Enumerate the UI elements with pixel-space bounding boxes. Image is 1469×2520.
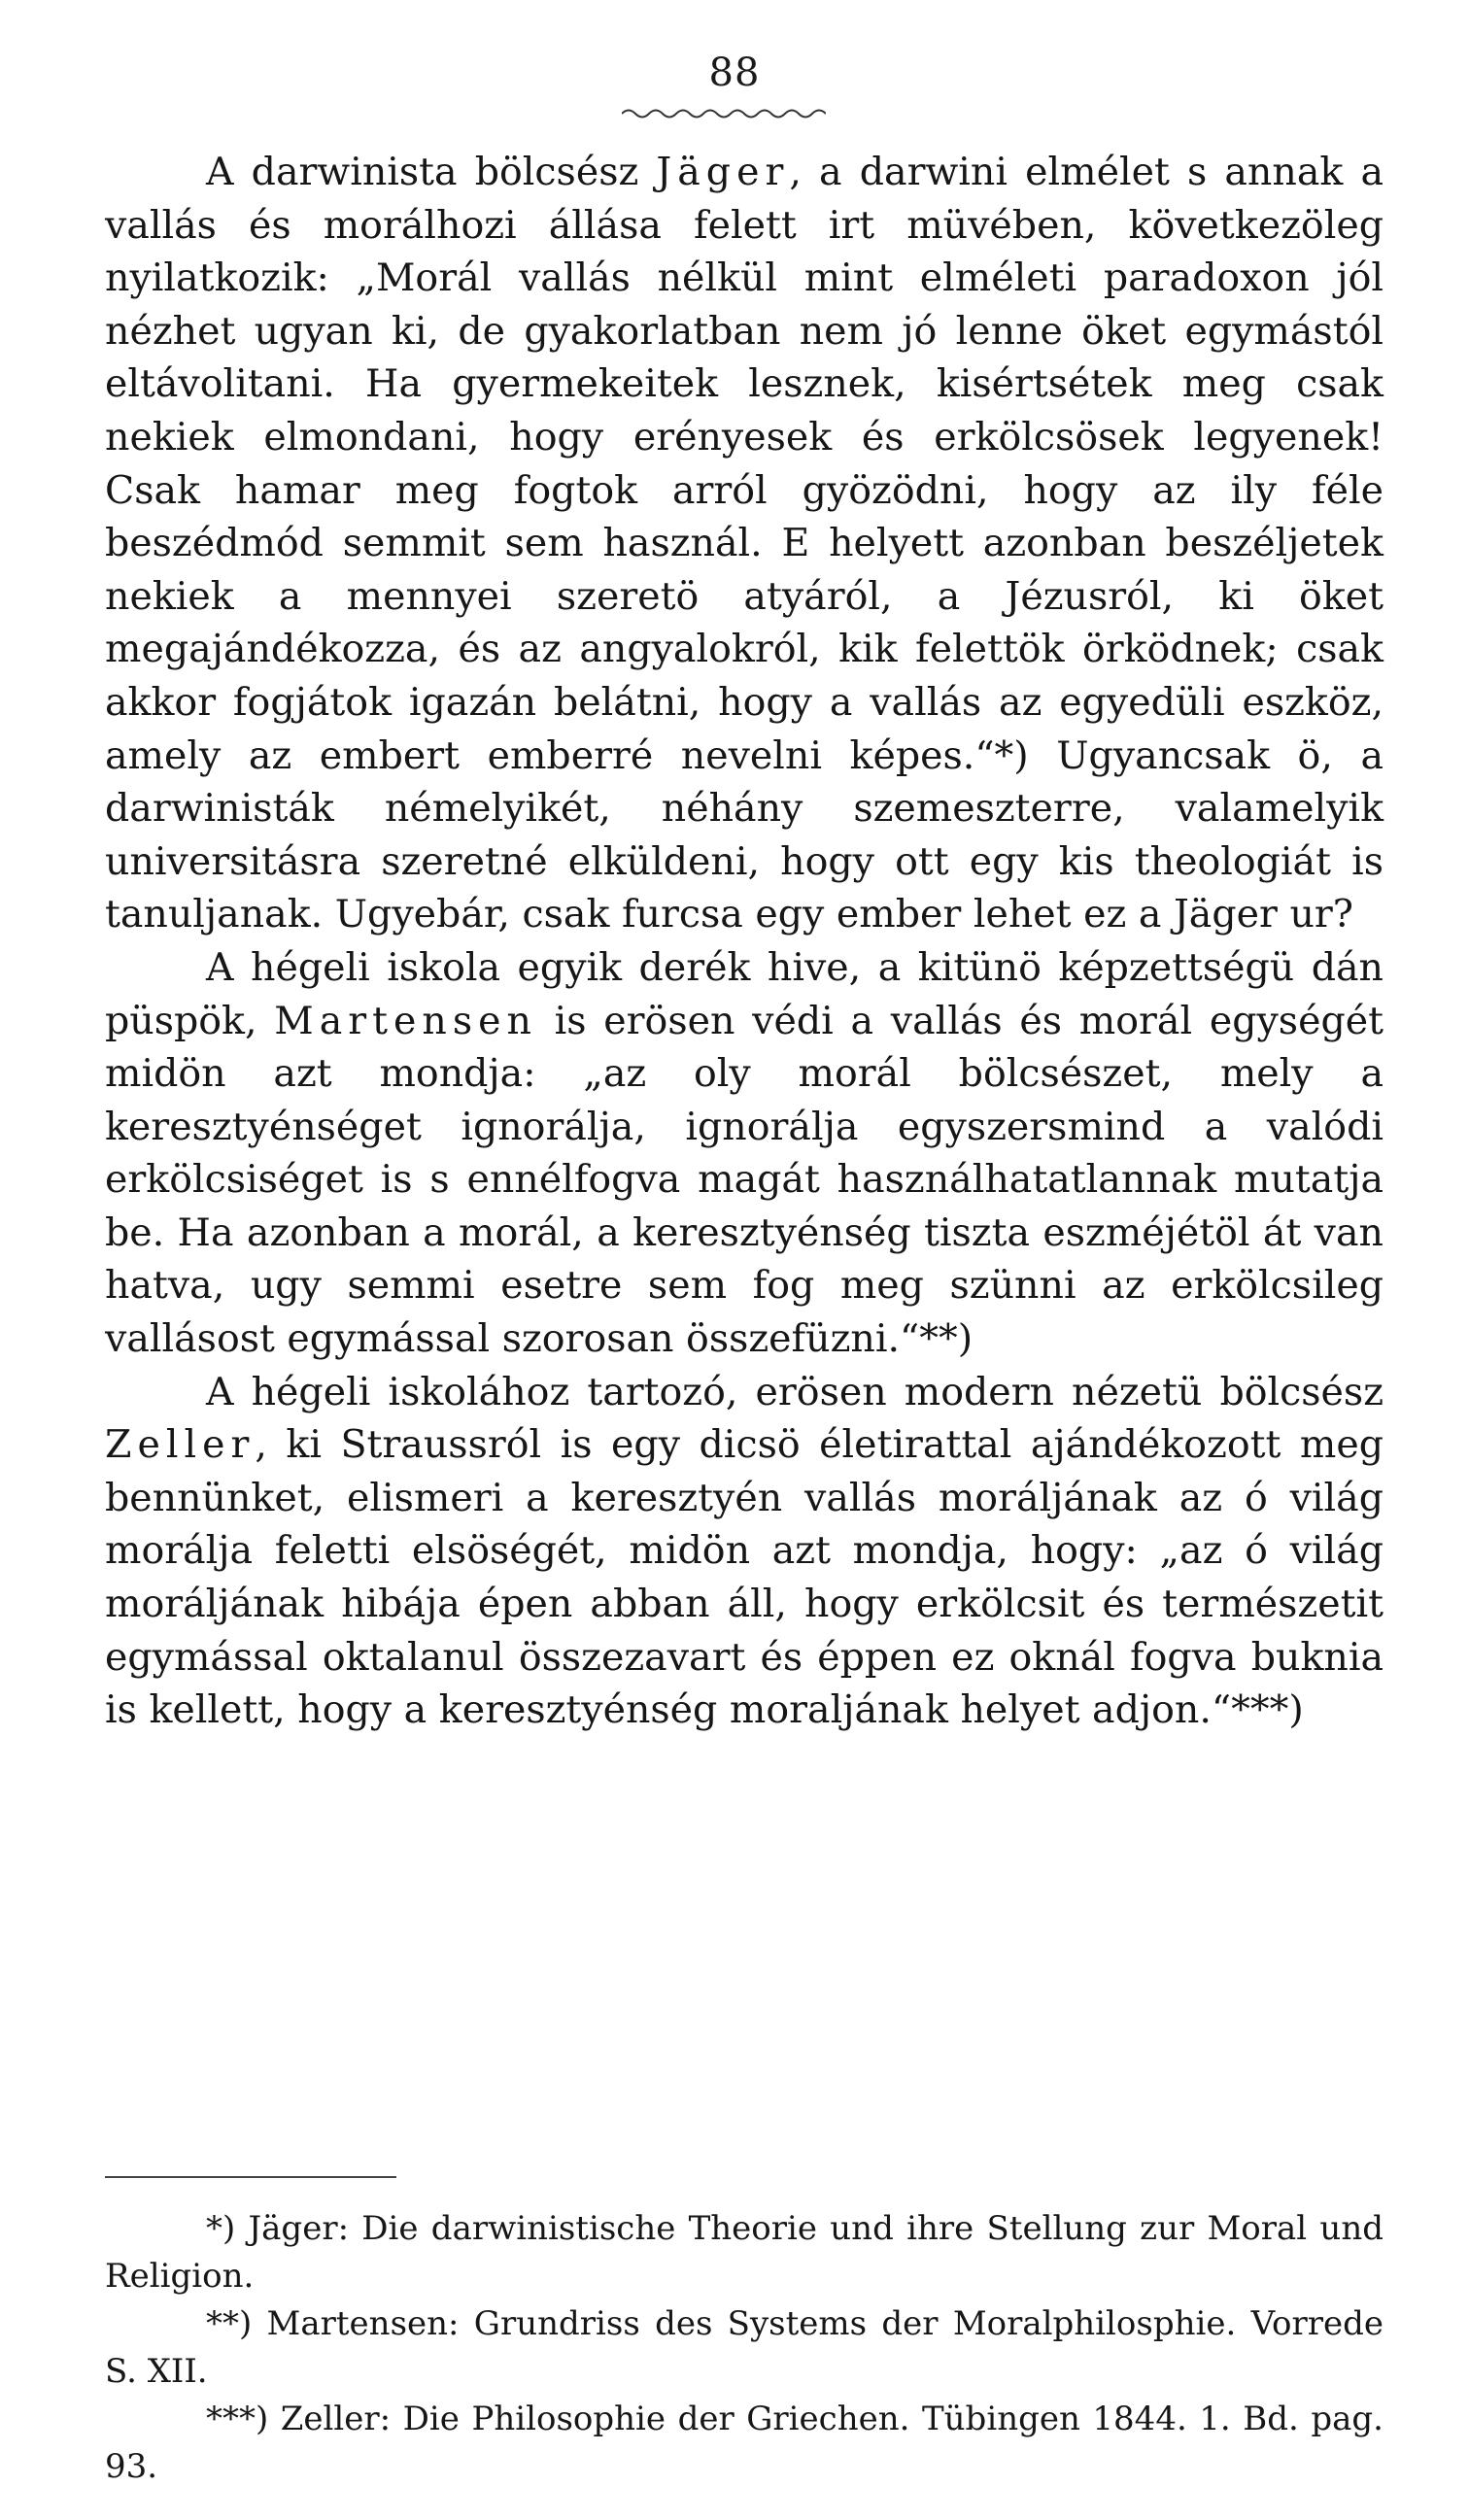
footnote-2: **) Martensen: Grundriss des Systems der Moralphilosphie. Vorrede S. XII.: [105, 2304, 1384, 2391]
author-name-zeller: Zeller: [105, 1422, 256, 1468]
footnote-1: *) Jäger: Die darwinistische Theorie und ihre Stellung zur Moral und Religion.: [105, 2209, 1384, 2296]
wave-ornament: [622, 107, 826, 120]
footnote-3: ***) Zeller: Die Philosophie der Griechen. Tübingen 1844. 1. Bd. pag. 93.: [105, 2400, 1384, 2486]
page-number: 88: [708, 51, 761, 95]
paragraph-martensen: A hégeli iskola egyik derék hive, a kitünö képzettségü dán püspök, Martensen is erösen védi a vallás és morál egységét midön azt mondja: „az oly morál bölcsészet, mely a keresztyénséget ignorálja, ignorálja egyszersmind a valódi erkölcsiséget is s ennélfogva magát használhatatlannak mutatja be. Ha azonban a morál, a keresztyénség tiszta eszméjétöl át van hatva, ugy semmi esetre sem fog meg szünni az erkölcsileg vallásost egymással szorosan összefüzni.“**): [105, 944, 1384, 1362]
paragraph-zeller: A hégeli iskolához tartozó, erösen modern nézetü bölcsész Zeller, ki Straussról is egy dicsö életirattal ajándékozott meg bennünket, elismeri a keresztyén vallás moráljának az ó világ morálja feletti elsöségét, midön azt mondja, hogy: „az ó világ moráljának hibája épen abban áll, hogy erkölcsit és természetit egymással oktalanul összezavart és éppen ez oknál fogva buknia is kellett, hogy a keresztyénség moraljának helyet adjon.“***): [105, 1369, 1384, 1733]
footnotes: [105, 2205, 1384, 2491]
author-name-jager: Jäger: [656, 150, 790, 194]
body-text: [105, 146, 1384, 1737]
author-name-martensen: Martensen: [274, 998, 537, 1043]
footnote-divider: [105, 2176, 396, 2178]
paragraph-jager: A darwinista bölcsész Jäger, a darwini elmélet s annak a vallás és morálhozi állása felett irt müvében, következöleg nyilatkozik: „Morál vallás nélkül mint elméleti paradoxon jól nézhet ugyan ki, de gyakorlatban nem jó lenne öket egymástól eltávolitani. Ha gyermekeitek lesznek, kisértsétek meg csak nekiek elmondani, hogy erényesek és erkölcsösek legyenek! Csak hamar meg fogtok arról gyözödni, hogy az ily féle beszédmód semmit sem használ. E helyett azonban beszéljetek nekiek a mennyei szeretö atyáról, a Jézusról, ki öket megajándékozza, és az angyalokról, kik felettök örködnek; csak akkor fogjátok igazán belátni, hogy a vallás az egyedüli eszköz, amely az embert emberré nevelni képes.“*) Ugyancsak ö, a darwinisták némelyikét, néhány szemeszterre, valamelyik universitásra szeretné elküldeni, hogy ott egy kis theologiát is tanuljanak. Ugyebár, csak furcsa egy ember lehet ez a Jäger ur?: [105, 150, 1384, 937]
